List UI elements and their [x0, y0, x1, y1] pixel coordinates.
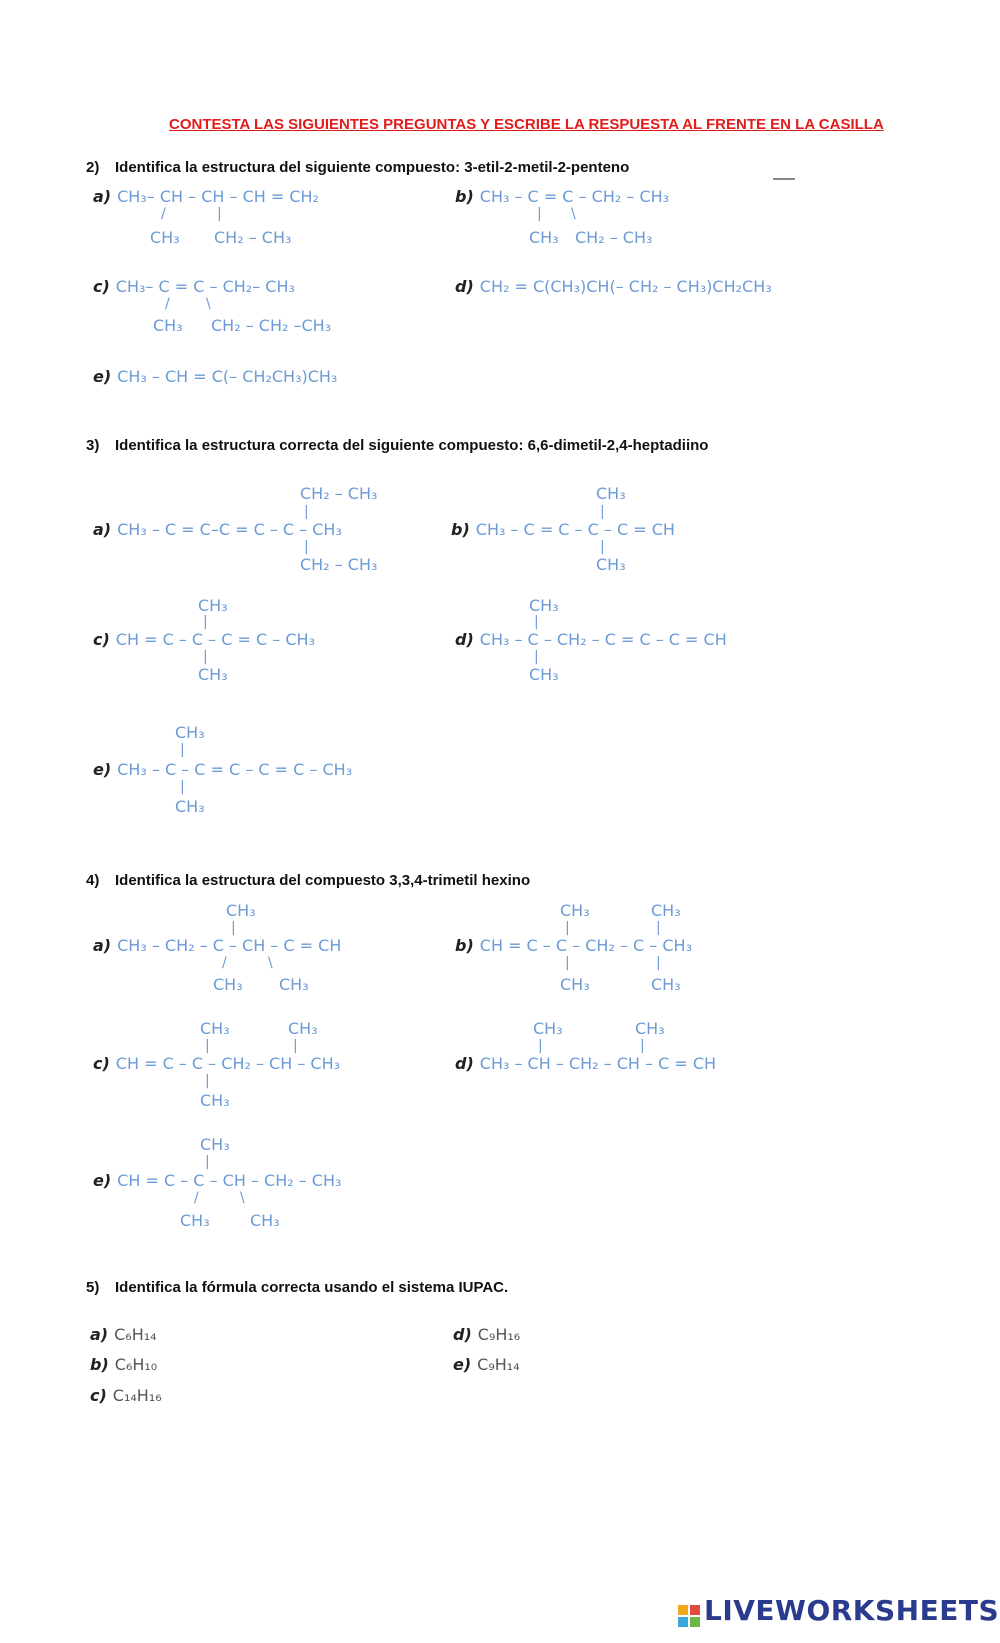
option-label: c) [93, 277, 110, 296]
option-label: d) [455, 277, 474, 296]
option-label: b) [455, 187, 474, 206]
formula-main: CH₃ – CH – CH₂ – CH – C = CH [479, 1054, 717, 1073]
substituent: CH₂ – CH₂ –CH₃ [211, 316, 332, 335]
substituent: CH₃ [250, 1211, 280, 1230]
q2-number: 2) [86, 159, 100, 176]
q4-number: 4) [86, 872, 100, 889]
formula-main: CH = C – C – CH – CH₂ – CH₃ [117, 1171, 342, 1190]
option-label: a) [90, 1325, 109, 1344]
q5-option-b [90, 1355, 157, 1375]
option-label: d) [455, 630, 474, 649]
q3-number: 3) [86, 437, 100, 454]
page-title: CONTESTA LAS SIGUIENTES PREGUNTAS Y ESCRIBE LA RESPUESTA AL FRENTE EN LA CASILLA [169, 116, 884, 133]
substituent: CH₃ [200, 1135, 230, 1154]
q4-option-c [93, 1054, 340, 1074]
bond-line: | [565, 920, 570, 936]
bond-line: | [304, 504, 309, 520]
substituent: CH₃ [175, 723, 205, 742]
bond-line: | [537, 206, 542, 222]
substituent: CH₂ – CH₃ [575, 228, 653, 247]
formula-main: CH = C – C – CH₂ – CH – CH₃ [115, 1054, 341, 1073]
substituent: CH₃ [560, 901, 590, 920]
bond-line: | [656, 920, 661, 936]
option-label: c) [93, 630, 110, 649]
option-label: c) [93, 1054, 110, 1073]
q5-option-a [90, 1325, 157, 1345]
bond-line: | [217, 206, 222, 222]
bond-line: \ [206, 296, 211, 312]
bond-line: | [293, 1038, 298, 1054]
formula-main: CH₃ – C = C – CH₂ – CH₃ [479, 187, 670, 206]
formula-main: CH₂ = C(CH₃)CH(– CH₂ – CH₃)CH₂CH₃ [479, 277, 772, 296]
option-label: a) [93, 187, 112, 206]
option-label: d) [455, 1054, 474, 1073]
formula-main: CH = C – C – CH₂ – C – CH₃ [479, 936, 692, 955]
logo-grid-icon [678, 1605, 700, 1627]
q5-option-d [453, 1325, 520, 1345]
substituent: CH₃ [180, 1211, 210, 1230]
bond-line: | [231, 920, 236, 936]
bond-line: | [205, 1038, 210, 1054]
substituent: CH₃ [651, 901, 681, 920]
substituent: CH₃ [635, 1019, 665, 1038]
option-label: b) [90, 1355, 109, 1374]
logo-text: LIVEWORKSHEETS [704, 1594, 1000, 1627]
q3-option-e [93, 760, 352, 780]
q2-question: Identifica la estructura del siguiente compuesto: 3-etil-2-metil-2-penteno [115, 159, 630, 176]
q2-option-b [455, 187, 669, 207]
formula-main: CH₃ – C = C–C = C – C – CH₃ [117, 520, 342, 539]
bond-line: | [205, 1154, 210, 1170]
option-label: e) [453, 1355, 472, 1374]
bond-line: | [640, 1038, 645, 1054]
formula-main: C₆H₁₄ [114, 1325, 157, 1344]
option-label: c) [90, 1386, 107, 1405]
q3-question: Identifica la estructura correcta del siguiente compuesto: 6,6-dimetil-2,4-heptadiino [115, 437, 709, 454]
substituent: CH₂ – CH₃ [214, 228, 292, 247]
bond-line: \ [268, 955, 273, 971]
q4-question: Identifica la estructura del compuesto 3,3,4-trimetil hexino [115, 872, 531, 889]
bond-line: / [222, 955, 227, 971]
q5-question: Identifica la fórmula correcta usando el sistema IUPAC. [115, 1279, 509, 1296]
q3-option-a [93, 520, 342, 540]
substituent: CH₃ [198, 665, 228, 684]
substituent: CH₃ [596, 484, 626, 503]
substituent: CH₃ [198, 596, 228, 615]
formula-main: CH₃ – CH₂ – C – CH – C = CH [117, 936, 342, 955]
substituent: CH₃ [175, 797, 205, 816]
substituent: CH₃ [596, 555, 626, 574]
q3-option-c [93, 630, 315, 650]
substituent: CH₃ [560, 975, 590, 994]
bond-line: | [203, 614, 208, 630]
bond-line: / [165, 296, 170, 312]
substituent: CH₃ [529, 596, 559, 615]
formula-main: C₁₄H₁₆ [112, 1386, 162, 1405]
formula-main: CH₃ – C – C = C – C = C – CH₃ [117, 760, 353, 779]
formula-main: CH = C – C – C = C – CH₃ [115, 630, 315, 649]
formula-main: CH₃ – CH = C(– CH₂CH₃)CH₃ [117, 367, 338, 386]
substituent: CH₃ [150, 228, 180, 247]
substituent: CH₃ [529, 665, 559, 684]
formula-main: CH₃ – C = C – C – C = CH [475, 520, 675, 539]
q4-option-b [455, 936, 692, 956]
q3-option-b [451, 520, 675, 540]
substituent: CH₃ [529, 228, 559, 247]
q5-option-c [90, 1386, 162, 1406]
bond-line: | [205, 1073, 210, 1089]
bond-line: | [565, 955, 570, 971]
q2-option-e [93, 367, 337, 387]
bond-line: | [180, 779, 185, 795]
option-label: a) [93, 936, 112, 955]
bond-line: | [538, 1038, 543, 1054]
option-label: b) [451, 520, 470, 539]
bond-line: / [194, 1190, 199, 1206]
substituent: CH₃ [279, 975, 309, 994]
q4-option-d [455, 1054, 716, 1074]
formula-main: C₉H₁₆ [477, 1325, 521, 1344]
substituent: CH₃ [213, 975, 243, 994]
substituent: CH₃ [533, 1019, 563, 1038]
bond-line: | [534, 614, 539, 630]
q2-option-a [93, 187, 319, 207]
formula-main: C₉H₁₄ [477, 1355, 520, 1374]
substituent: CH₂ – CH₃ [300, 555, 378, 574]
q4-option-e [93, 1171, 341, 1191]
substituent: CH₃ [288, 1019, 318, 1038]
q2-option-d [455, 277, 772, 297]
bond-line: | [600, 504, 605, 520]
bond-line: | [203, 649, 208, 665]
substituent: CH₃ [651, 975, 681, 994]
bond-line: | [656, 955, 661, 971]
option-label: e) [93, 1171, 112, 1190]
formula-main: C₆H₁₀ [114, 1355, 158, 1374]
formula-main: CH₃– CH – CH – CH = CH₂ [117, 187, 319, 206]
formula-main: CH₃– C = C – CH₂– CH₃ [115, 277, 295, 296]
q5-option-e [453, 1355, 520, 1375]
answer-box-q2[interactable] [773, 178, 795, 180]
substituent: CH₂ – CH₃ [300, 484, 378, 503]
bond-line: | [600, 539, 605, 555]
liveworksheets-logo [678, 1594, 999, 1627]
bond-line: \ [571, 206, 576, 222]
q2-option-c [93, 277, 295, 297]
option-label: e) [93, 760, 112, 779]
bond-line: | [304, 539, 309, 555]
substituent: CH₃ [226, 901, 256, 920]
option-label: e) [93, 367, 112, 386]
bond-line: \ [240, 1190, 245, 1206]
option-label: a) [93, 520, 112, 539]
substituent: CH₃ [200, 1091, 230, 1110]
bond-line: | [534, 649, 539, 665]
q4-option-a [93, 936, 341, 956]
bond-line: | [180, 742, 185, 758]
option-label: d) [453, 1325, 472, 1344]
substituent: CH₃ [153, 316, 183, 335]
option-label: b) [455, 936, 474, 955]
bond-line: / [161, 206, 166, 222]
q3-option-d [455, 630, 727, 650]
q5-number: 5) [86, 1279, 100, 1296]
formula-main: CH₃ – C – CH₂ – C = C – C = CH [479, 630, 727, 649]
substituent: CH₃ [200, 1019, 230, 1038]
